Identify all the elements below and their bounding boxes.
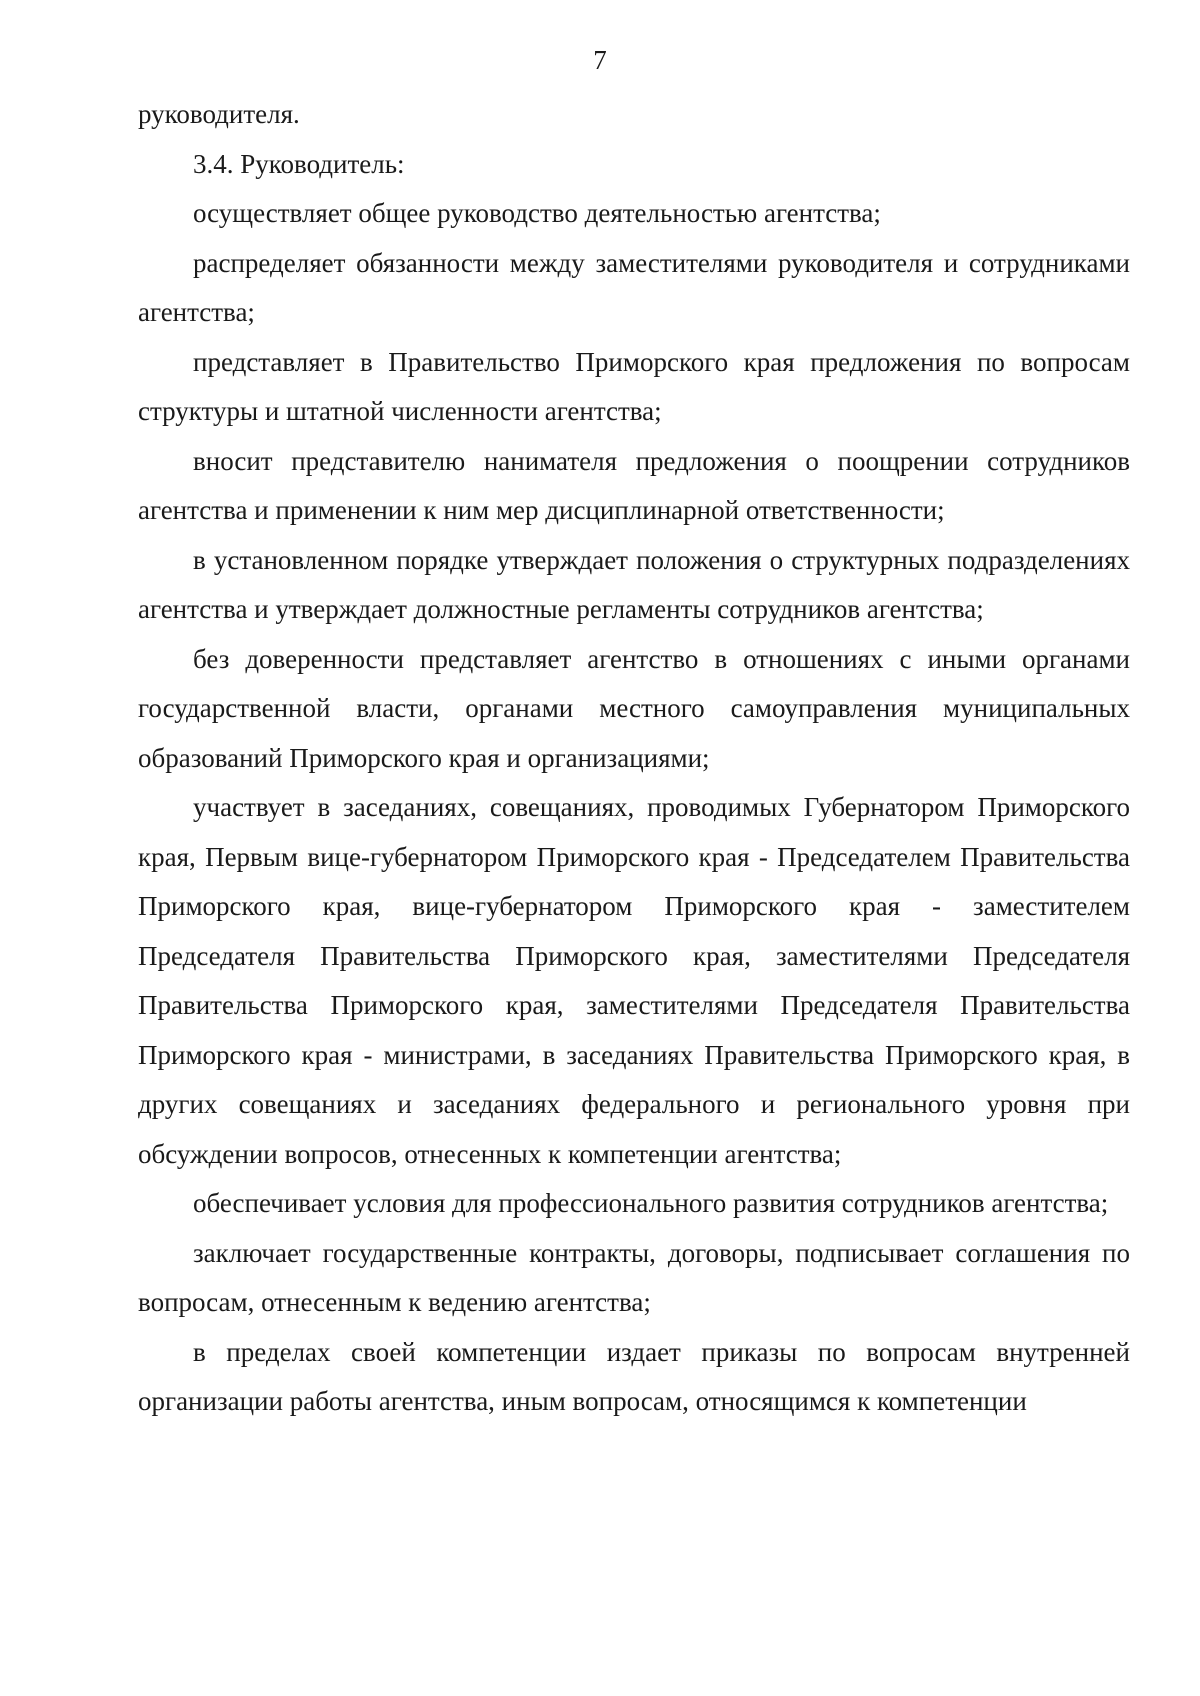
paragraph-item: распределяет обязанности между заместителями руководителя и сотрудниками агентства; — [138, 247, 1130, 327]
paragraph-item: представляет в Правительство Приморского края предложения по вопросам структуры и штатной численности агентства; — [138, 346, 1130, 426]
paragraph-item: вносит представителю нанимателя предложения о поощрении сотрудников агентства и применении к ним мер дисциплинарной ответственности; — [138, 445, 1130, 525]
paragraph-item: обеспечивает условия для профессионального развития сотрудников агентства; — [193, 1188, 1109, 1218]
paragraph-item: без доверенности представляет агентство в отношениях с иными органами государственной власти, органами местного самоуправления муниципальных образований Приморского края и организациями; — [138, 643, 1130, 773]
paragraph-section-heading: 3.4. Руководитель: — [193, 148, 405, 179]
paragraph-continuation: руководителя. — [138, 99, 300, 129]
page-number: 7 — [593, 45, 607, 75]
paragraph-item: заключает государственные контракты, договоры, подписывает соглашения по вопросам, отнесенным к ведению агентства; — [138, 1237, 1130, 1317]
paragraph-item: участвует в заседаниях, совещаниях, проводимых Губернатором Приморского края, Первым вице-губернатором Приморского края - Председателем Правительства Приморского края, вице-губернатором Приморского края - заместителем Председателя Правительства Приморского края, заместителями Председателя Правительства Приморского края, заместителями Председателя Правительства Приморского края - министрами, в заседаниях Правительства Приморского края, в других совещаниях и заседаниях федерального и регионального уровня при обсуждении вопросов, отнесенных к компетенции агентства; — [138, 792, 1130, 1169]
paragraph-item: в пределах своей компетенции издает приказы по вопросам внутренней организации работы агентства, иным вопросам, относящимся к компетенции — [138, 1336, 1130, 1416]
paragraph-item: в установленном порядке утверждает положения о структурных подразделениях агентства и утверждает должностные регламенты сотрудников агентства; — [138, 544, 1130, 624]
paragraph-item: осуществляет общее руководство деятельностью агентства; — [193, 198, 881, 228]
document-body — [138, 90, 1130, 1427]
